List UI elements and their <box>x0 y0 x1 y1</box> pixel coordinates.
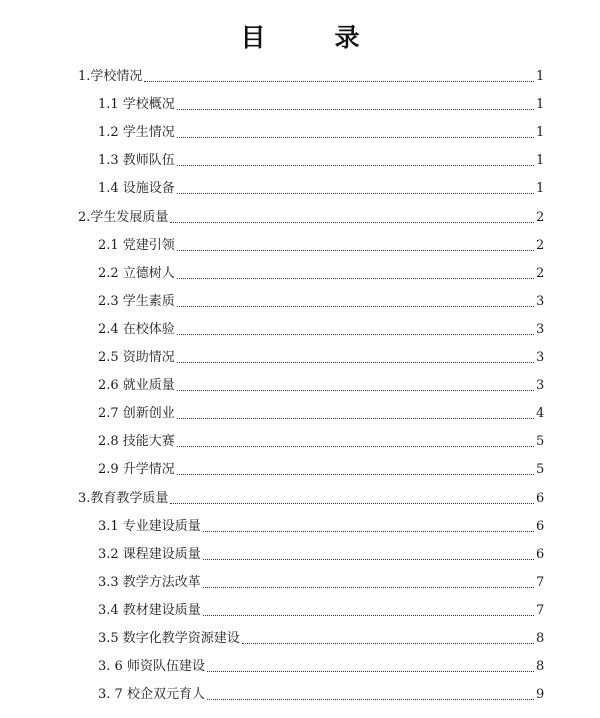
toc-entry-page-number: 5 <box>536 434 545 450</box>
toc-entry-page-number: 2 <box>536 209 545 225</box>
toc-entry-label: 2.6 就业质量 <box>98 378 175 394</box>
dot-leader <box>177 178 536 200</box>
toc-entry-page-number: 1 <box>536 153 545 169</box>
toc-entry-page-number: 3 <box>536 321 545 337</box>
dot-leader <box>207 656 536 678</box>
toc-subsection-entry[interactable] <box>98 263 544 285</box>
toc-subsection-entry[interactable] <box>98 375 544 397</box>
toc-entry-page-number: 2 <box>536 265 545 281</box>
toc-entry-label: 1.3 教师队伍 <box>98 153 175 169</box>
toc-entry-label: 3. 6 师资队伍建设 <box>98 659 205 675</box>
dot-leader <box>203 600 536 622</box>
toc-entry-page-number: 3 <box>536 378 545 394</box>
toc-entry-page-number: 8 <box>536 659 545 675</box>
dot-leader <box>177 235 536 257</box>
toc-entry-page-number: 7 <box>536 602 545 618</box>
toc-entry-page-number: 5 <box>536 462 545 478</box>
dot-leader <box>177 94 536 116</box>
toc-entry-label: 1.4 设施设备 <box>98 181 175 197</box>
toc-entry-page-number: 1 <box>536 125 545 141</box>
dot-leader <box>177 263 536 285</box>
toc-entry-label: 1.1 学校概况 <box>98 97 175 113</box>
toc-entry-label: 3. 7 校企双元育人 <box>98 687 205 703</box>
toc-entry-label: 2.1 党建引领 <box>98 237 175 253</box>
toc-subsection-entry[interactable] <box>98 319 544 341</box>
toc-subsection-entry[interactable] <box>98 516 544 538</box>
toc-entry-label: 2.3 学生素质 <box>98 293 175 309</box>
toc-entry-label: 3.4 教材建设质量 <box>98 602 201 618</box>
toc-entry-page-number: 3 <box>536 350 545 365</box>
toc-subsection-entry[interactable] <box>98 235 544 257</box>
toc-entry-label: 3.3 教学方法改革 <box>98 574 201 590</box>
toc-entry-page-number: 2 <box>536 237 545 253</box>
toc-entry-page-number: 9 <box>536 687 545 703</box>
toc-subsection-entry[interactable] <box>98 684 544 706</box>
dot-leader <box>177 375 536 397</box>
toc-entry-page-number: 6 <box>536 546 545 562</box>
dot-leader <box>177 319 536 341</box>
toc-subsection-entry[interactable] <box>98 403 544 425</box>
dot-leader <box>170 207 536 229</box>
toc-subsection-entry[interactable] <box>98 347 544 369</box>
toc-entry-page-number: 8 <box>536 631 545 646</box>
toc-entry-label: 3.教育教学质量 <box>78 490 169 506</box>
page-title: 目 录 <box>240 23 382 52</box>
toc-subsection-entry[interactable] <box>98 94 544 116</box>
dot-leader <box>177 150 536 172</box>
toc-subsection-entry[interactable] <box>98 431 544 453</box>
toc-entry-label: 1.学校情况 <box>78 69 143 84</box>
toc-entry-label: 1.2 学生情况 <box>98 125 175 141</box>
toc-entry-label: 2.7 创新创业 <box>98 406 175 422</box>
toc-entry-label: 2.学生发展质量 <box>78 209 169 225</box>
dot-leader <box>203 572 536 594</box>
toc-entry-page-number: 4 <box>536 406 545 422</box>
toc-entry-page-number: 1 <box>536 69 545 84</box>
dot-leader <box>177 347 536 369</box>
toc-entry-label: 3.2 课程建设质量 <box>98 546 201 562</box>
dot-leader <box>207 684 536 706</box>
dot-leader <box>177 459 536 481</box>
toc-entry-page-number: 6 <box>536 490 545 506</box>
dot-leader <box>177 291 536 313</box>
toc-subsection-entry[interactable] <box>98 572 544 594</box>
dot-leader <box>177 431 536 453</box>
dot-leader <box>170 488 536 510</box>
toc-subsection-entry[interactable] <box>98 122 544 144</box>
toc-entry-page-number: 7 <box>536 574 545 590</box>
toc-entry-label: 2.4 在校体验 <box>98 321 175 337</box>
toc-entry-label: 2.2 立德树人 <box>98 265 175 281</box>
toc-entry-label: 2.5 资助情况 <box>98 350 175 365</box>
toc-section-entry[interactable] <box>78 66 544 88</box>
toc-subsection-entry[interactable] <box>98 178 544 200</box>
toc-entry-label: 2.8 技能大赛 <box>98 434 175 450</box>
toc-entry-page-number: 3 <box>536 293 545 309</box>
toc-subsection-entry[interactable] <box>98 150 544 172</box>
toc-section-entry[interactable] <box>78 488 544 510</box>
toc-entry-page-number: 1 <box>536 97 545 113</box>
dot-leader <box>144 66 536 88</box>
toc-entry-page-number: 1 <box>536 181 545 197</box>
dot-leader <box>177 122 536 144</box>
toc-subsection-entry[interactable] <box>98 291 544 313</box>
toc-subsection-entry[interactable] <box>98 656 544 678</box>
toc-section-entry[interactable] <box>78 207 544 229</box>
dot-leader <box>242 628 536 650</box>
toc-subsection-entry[interactable] <box>98 600 544 622</box>
toc-entry-page-number: 6 <box>536 518 545 534</box>
toc-entry-label: 2.9 升学情况 <box>98 462 175 478</box>
toc-subsection-entry[interactable] <box>98 628 544 650</box>
toc-entry-label: 3.5 数字化教学资源建设 <box>98 631 240 646</box>
dot-leader <box>203 544 536 566</box>
toc-subsection-entry[interactable] <box>98 544 544 566</box>
toc-entry-label: 3.1 专业建设质量 <box>98 518 201 534</box>
dot-leader <box>177 403 536 425</box>
toc-subsection-entry[interactable] <box>98 459 544 481</box>
dot-leader <box>203 516 536 538</box>
